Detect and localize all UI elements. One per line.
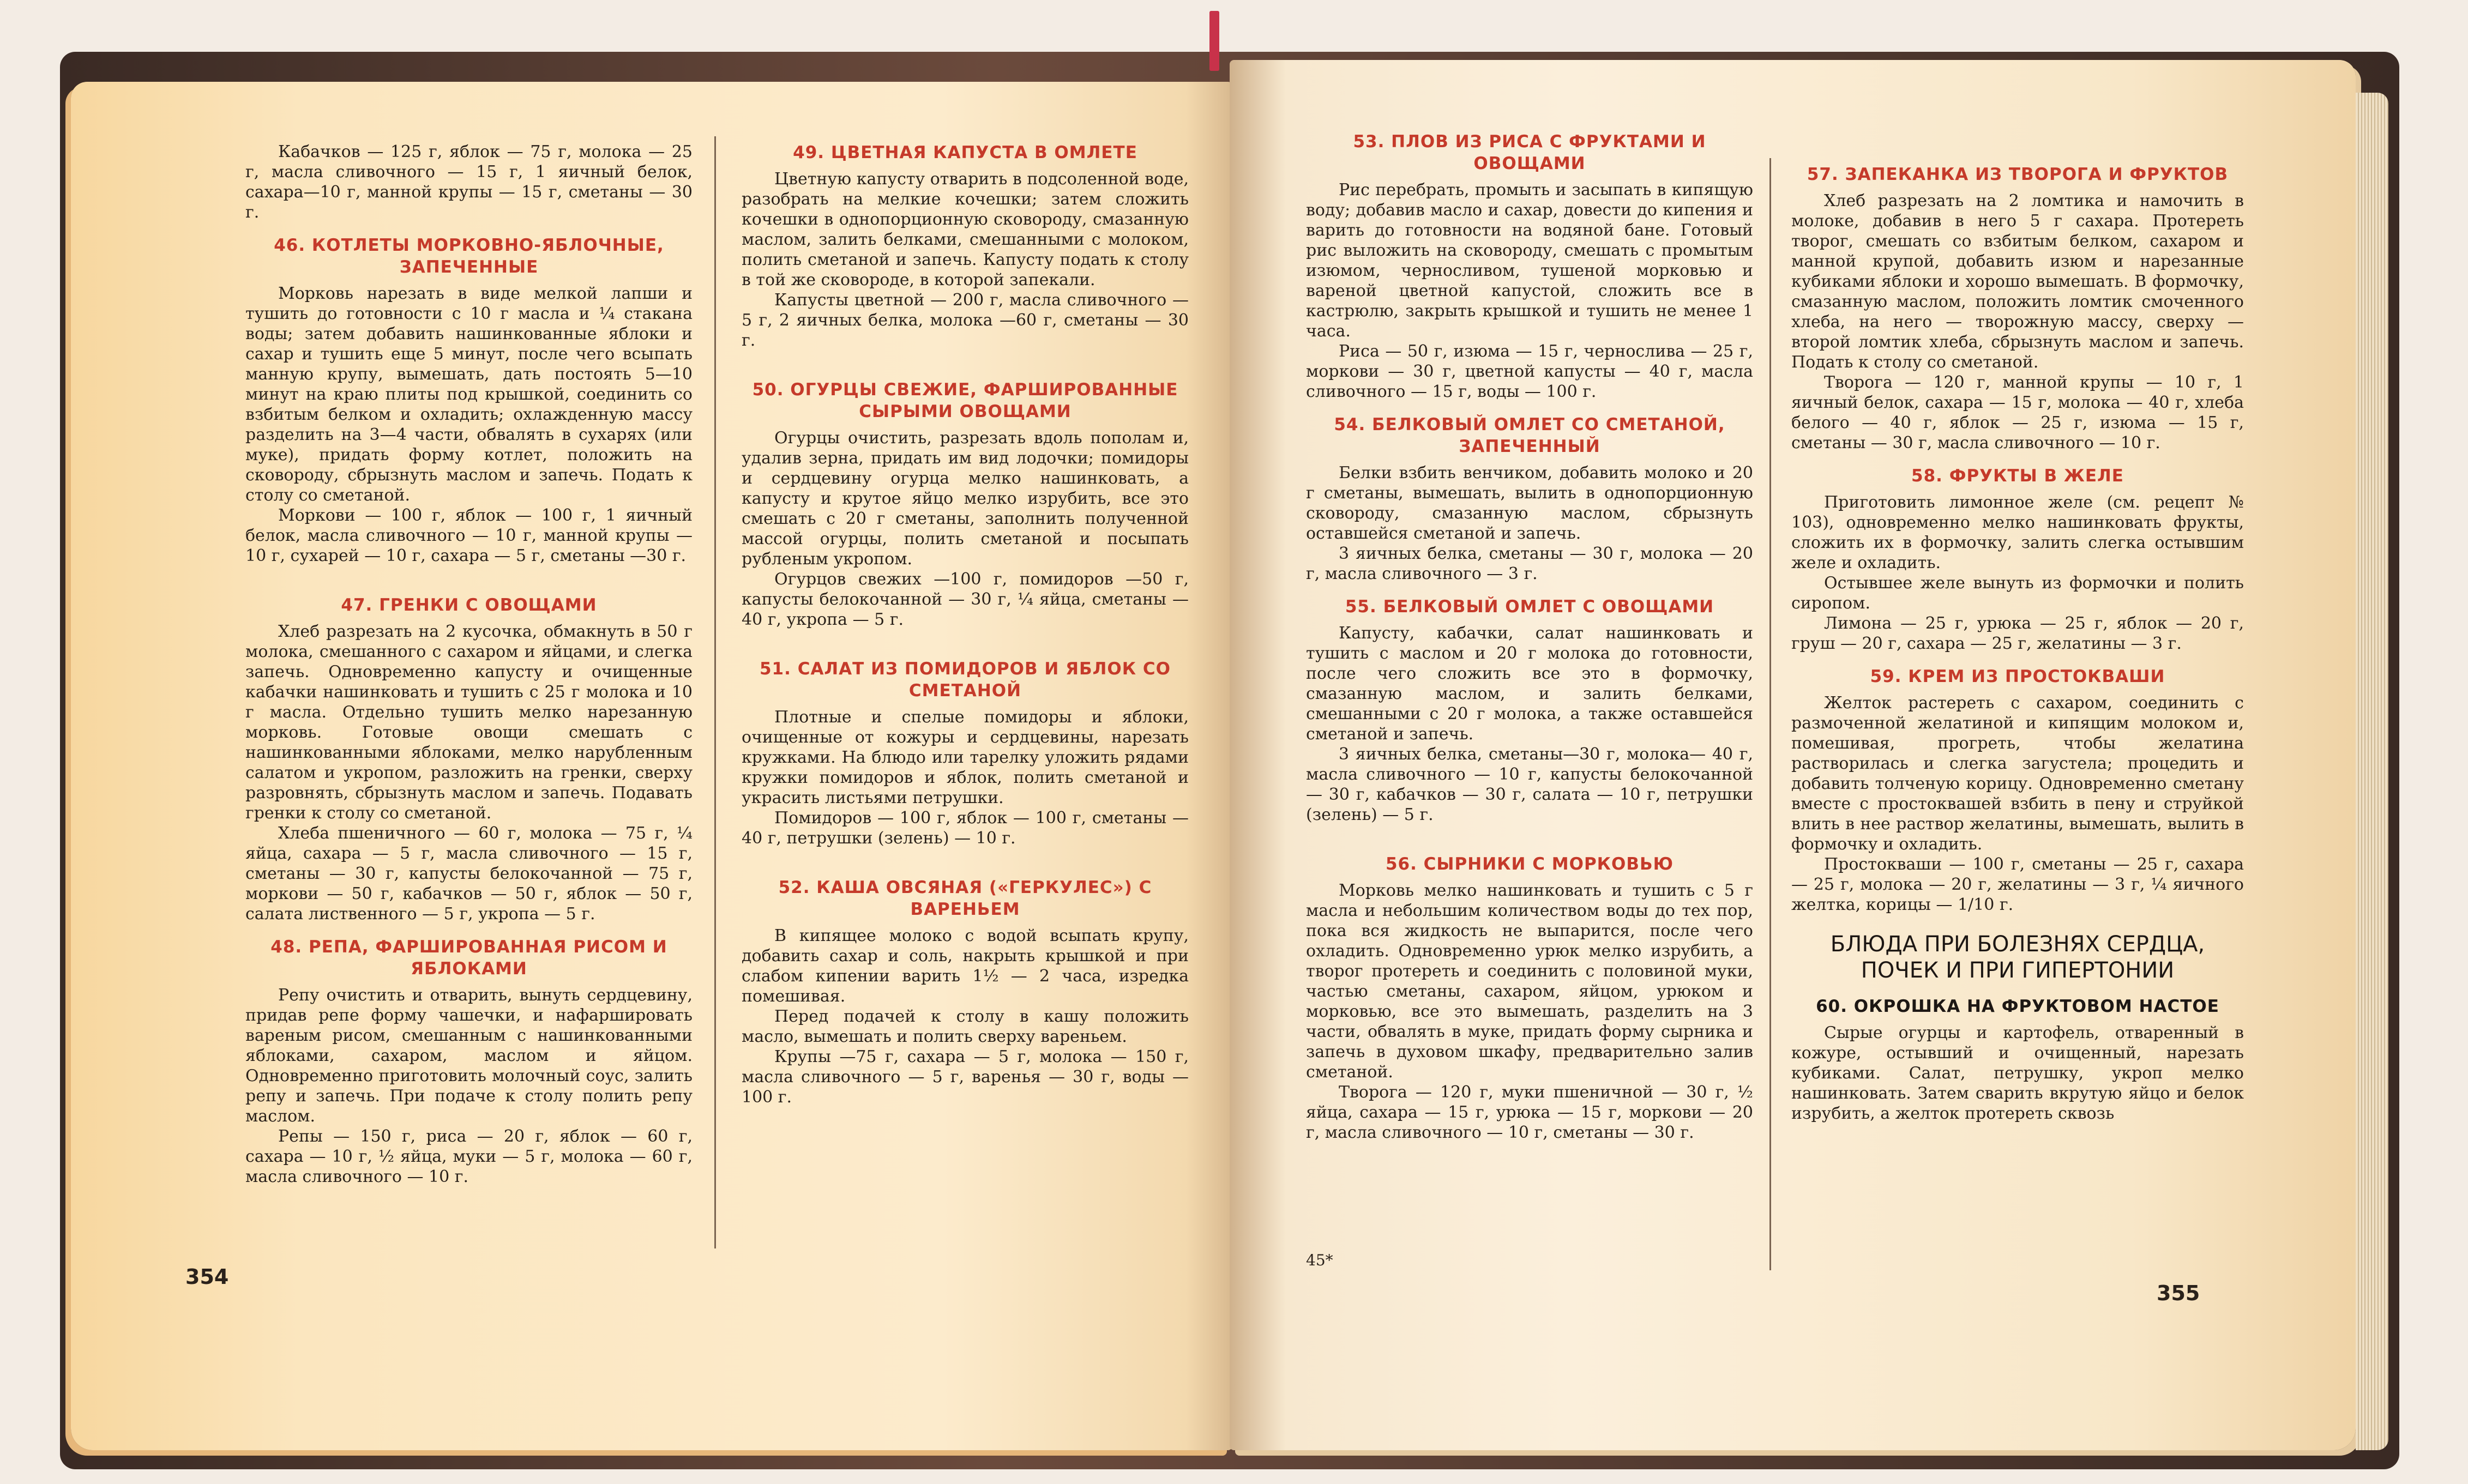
recipe-53-title: 53. ПЛОВ ИЗ РИСА С ФРУКТАМИ И ОВОЩАМИ: [1353, 132, 1706, 173]
recipe-52-text-2: Перед подачей к столу в кашу положить масло, вымешать и полить сверху вареньем.: [742, 1007, 1189, 1046]
page-number-left: 354: [185, 1265, 229, 1289]
recipe-51-text: Плотные и спелые помидоры и яблоки, очищенные от кожуры и сердцевины, нарезать кружками. На блюдо или тарелку уложить рядами кружки помидоров и яблок, полить сметаной и украсить листьями петрушки.: [742, 708, 1189, 807]
recipe-49-title: 49. ЦВЕТНАЯ КАПУСТА В ОМЛЕТЕ: [793, 143, 1137, 162]
recipe-46-title: 46. КОТЛЕТЫ МОРКОВНО-ЯБЛОЧНЫЕ, ЗАПЕЧЕННЫЕ: [274, 236, 664, 277]
left-page-column-2: [742, 142, 1189, 1107]
recipe-60-title: 60. ОКРОШКА НА ФРУКТОВОМ НАСТОЕ: [1816, 997, 2219, 1016]
column-divider: [714, 136, 716, 1248]
recipe-51-title: 51. САЛАТ ИЗ ПОМИДОРОВ И ЯБЛОК СО СМЕТАНОЙ: [759, 659, 1171, 701]
recipe-45-ingredients: Кабачков — 125 г, яблок — 75 г, молока — 25 г, масла сливочного — 15 г, 1 яичный белок, сахара—10 г, манной крупы — 15 г, сметаны — 30 г.: [245, 142, 693, 222]
section-title: БЛЮДА ПРИ БОЛЕЗНЯХ СЕРДЦА, ПОЧЕК И ПРИ ГИПЕРТОНИИ: [1830, 932, 2205, 983]
recipe-48-title: 48. РЕПА, ФАРШИРОВАННАЯ РИСОМ И ЯБЛОКАМИ: [270, 937, 667, 979]
recipe-46-text: Морковь нарезать в виде мелкой лапши и тушить до готовности с 10 г масла и ¼ стакана воды; затем добавить нашинкованные яблоки и сахар и тушить еще 5 минут, после чего всыпать манную крупу, вымешать, дать постоять 5—10 минут на краю плиты под крышкой, соединить со взбитым белком и охладить; охлажденную массу разделить на 3—4 части, обвалять в сухарях (или муке), придать форму котлет, положить на сковороду, сбрызнуть маслом и запечь. Подать к столу со сметаной.: [245, 284, 693, 505]
recipe-50-ingredients: Огурцов свежих —100 г, помидоров —50 г, капусты белокочанной — 30 г, ¼ яйца, сметаны — 40 г, укропа — 5 г.: [742, 570, 1189, 629]
recipe-57-title: 57. ЗАПЕКАНКА ИЗ ТВОРОГА И ФРУКТОВ: [1807, 165, 2229, 184]
recipe-47-ingredients: Хлеба пшеничного — 60 г, молока — 75 г, ¼ яйца, сахара — 5 г, масла сливочного — 15 г, сметаны — 30 г, капусты белокочанной — 75 г, моркови — 50 г, кабачков — 50 г, яблок — 50 г, салата лиственного — 5 г, укропа — 5 г.: [245, 824, 693, 924]
left-page: [71, 82, 1232, 1450]
recipe-52-ingredients: Крупы —75 г, сахара — 5 г, молока — 150 г, масла сливочного — 5 г, варенья — 30 г, воды — 100 г.: [742, 1047, 1189, 1107]
right-page-column-2: [1791, 164, 2244, 1124]
recipe-58-ingredients: Лимона — 25 г, урюка — 25 г, яблок — 20 г, груш — 20 г, сахара — 25 г, желатины — 3 г.: [1791, 614, 2244, 653]
left-page-column-1: [245, 142, 693, 1187]
recipe-54-ingredients: 3 яичных белка, сметаны — 30 г, молока — 20 г, масла сливочного — 3 г.: [1306, 544, 1753, 583]
right-page-column-1: [1306, 131, 1753, 1143]
recipe-46-ingredients: Моркови — 100 г, яблок — 100 г, 1 яичный белок, масла сливочного — 10 г, манной крупы — 10 г, сухарей — 10 г, сахара — 5 г, сметаны —30 г.: [245, 506, 693, 565]
recipe-60-text: Сырые огурцы и картофель, отваренный в кожуре, остывший и очищенный, нарезать кубиками. Салат, петрушку, укроп мелко нашинковать. Затем сварить вкрутую яйцо и белок изрубить, а желток протереть сквозь: [1791, 1023, 2244, 1123]
recipe-56-text: Морковь мелко нашинковать и тушить с 5 г масла и небольшим количеством воды до тех пор, пока вся жидкость не выпарится, после чего охладить. Одновременно урюк мелко изрубить, а творог протереть и соединить с половиной муки, частью сметаны, сахаром, яйцом, урюком и морковью, все это вымешать, разделить на 3 части, обвалять в муке, придать форму сырника и запечь в духовом шкафу, предварительно залив сметаной.: [1306, 881, 1753, 1082]
page-number-right: 355: [2157, 1281, 2200, 1305]
recipe-55-title: 55. БЕЛКОВЫЙ ОМЛЕТ С ОВОЩАМИ: [1345, 597, 1714, 617]
page-edges: [2356, 93, 2388, 1450]
recipe-58-text-2: Остывшее желе вынуть из формочки и полить сиропом.: [1791, 574, 2244, 613]
recipe-48-ingredients: Репы — 150 г, риса — 20 г, яблок — 60 г, сахара — 10 г, ½ яйца, муки — 5 г, молока — 60 г, масла сливочного — 10 г.: [245, 1127, 693, 1186]
recipe-47-text: Хлеб разрезать на 2 кусочка, обмакнуть в 50 г молока, смешанного с сахаром и яйцами, и слегка запечь. Одновременно капусту и очищенные кабачки нашинковать и тушить с 25 г молока и 10 г масла. Отдельно тушить мелко нарезанную морковь. Готовые овощи смешать с нашинкованными яблоками, мелко нарубленным салатом и укропом, разложить на гренки, сверху разровнять, сбрызнуть маслом и запечь. Подавать гренки к столу со сметаной.: [245, 622, 693, 823]
right-page: [1230, 60, 2356, 1450]
recipe-56-ingredients: Творога — 120 г, муки пшеничной — 30 г, ½ яйца, сахара — 15 г, урюка — 15 г, моркови — 20 г, масла сливочного — 10 г, сметаны — 30 г.: [1306, 1083, 1753, 1142]
recipe-59-text: Желток растереть с сахаром, соединить с размоченной желатиной и кипящим молоком и, помешивая, прогреть, чтобы желатина растворилась и слегка загустела; процедить и добавить толченую корицу. Одновременно сметану вместе с простоквашей взбить в пену и струйкой влить в нее раствор желатины, вымешать, вылить в формочку и охладить.: [1791, 693, 2244, 854]
recipe-49-ingredients: Капусты цветной — 200 г, масла сливочного — 5 г, 2 яичных белка, молока —60 г, сметаны — 30 г.: [742, 291, 1189, 350]
recipe-59-ingredients: Простокваши — 100 г, сметаны — 25 г, сахара — 25 г, молока — 20 г, желатины — 3 г, ¼ яичного желтка, корицы — 1/10 г.: [1791, 855, 2244, 914]
recipe-59-title: 59. КРЕМ ИЗ ПРОСТОКВАШИ: [1870, 667, 2165, 686]
recipe-51-ingredients: Помидоров — 100 г, яблок — 100 г, сметаны — 40 г, петрушки (зелень) — 10 г.: [742, 809, 1189, 848]
recipe-53-text: Рис перебрать, промыть и засыпать в кипящую воду; добавив масло и сахар, довести до кипения и варить до готовности на водяной бане. Готовый рис выложить на сковороду, смешать с промытым изюмом, черносливом, тушеной морковью и вареной цветной капустой, сложить все в кастрюлю, закрыть крышкой и тушить не менее 1 часа.: [1306, 180, 1753, 341]
recipe-55-ingredients: 3 яичных белка, сметаны—30 г, молока— 40 г, масла сливочного — 10 г, капусты белокочанной — 30 г, кабачков — 30 г, салата — 10 г, петрушки (зелень) — 5 г.: [1306, 745, 1753, 824]
recipe-54-text: Белки взбить венчиком, добавить молоко и 20 г сметаны, вымешать, вылить в однопорционную сковороду, смазанную маслом, сбрызнуть оставшейся сметаной и запечь.: [1306, 463, 1753, 543]
recipe-52-text: В кипящее молоко с водой всыпать крупу, добавить сахар и соль, накрыть крышкой и при слабом кипении варить 1½ — 2 часа, изредка помешивая.: [742, 926, 1189, 1006]
recipe-47-title: 47. ГРЕНКИ С ОВОЩАМИ: [341, 595, 597, 615]
recipe-57-text: Хлеб разрезать на 2 ломтика и намочить в молоке, добавив в него 5 г сахара. Протереть творог, смешать со взбитым белком, сахаром и манной крупой, добавить изюм и нарезанные кубиками яблоки и хорошо вымешать. В формочку, смазанную маслом, положить ломтик смоченного хлеба, на него — творожную массу, сверху — второй ломтик хлеба, сбрызнуть маслом и запечь. Подать к столу со сметаной.: [1791, 191, 2244, 372]
recipe-49-text: Цветную капусту отварить в подсоленной воде, разобрать на мелкие кочешки; затем сложить кочешки в однопорционную сковороду, смазанную маслом, залить белками, смешанными с молоком, полить сметаной и запечь. Капусту подать к столу в той же сковороде, в которой запекали.: [742, 170, 1189, 289]
recipe-50-text: Огурцы очистить, разрезать вдоль пополам и, удалив зерна, придать им вид лодочки; помидоры и сердцевину огурца мелко нашинковать, а капусту и крутое яйцо мелко изрубить, все это смешать с 20 г сметаны, заполнить полученной массой огурцы, полить сметаной и посыпать рубленым укропом.: [742, 429, 1189, 569]
recipe-50-title: 50. ОГУРЦЫ СВЕЖИЕ, ФАРШИРОВАННЫЕ СЫРЫМИ ОВОЩАМИ: [752, 380, 1178, 421]
recipe-52-title: 52. КАША ОВСЯНАЯ («ГЕРКУЛЕС») С ВАРЕНЬЕМ: [778, 878, 1152, 919]
column-divider: [1769, 158, 1771, 1270]
recipe-48-text: Репу очистить и отварить, вынуть сердцевину, придав репе форму чашечки, и нафаршировать вареным рисом, смешанным с нашинкованными яблоками, сахаром, маслом и яйцом. Одновременно приготовить молочный соус, залить репу и запечь. При подаче к столу полить репу маслом.: [245, 986, 693, 1126]
recipe-58-text: Приготовить лимонное желе (см. рецепт № 103), одновременно мелко нашинковать фрукты, сложить их в формочку, залить слегка остывшим желе и охладить.: [1791, 493, 2244, 572]
bookmark-ribbon: [1209, 11, 1219, 71]
recipe-54-title: 54. БЕЛКОВЫЙ ОМЛЕТ СО СМЕТАНОЙ, ЗАПЕЧЕННЫЙ: [1334, 415, 1725, 456]
recipe-58-title: 58. ФРУКТЫ В ЖЕЛЕ: [1911, 466, 2124, 486]
printer-signature-mark: 45*: [1306, 1251, 1333, 1269]
recipe-57-ingredients: Творога — 120 г, манной крупы — 10 г, 1 яичный белок, сахара — 15 г, молока — 40 г, хлеба белого — 40 г, яблок — 25 г, изюма — 15 г, сметаны — 30 г, масла сливочного — 10 г.: [1791, 373, 2244, 453]
recipe-55-text: Капусту, кабачки, салат нашинковать и тушить с маслом и 20 г молока до готовности, после чего сложить все это в формочку, смазанную маслом, и залить белками, смешанными с 20 г молока, а также оставшейся сметаной и запечь.: [1306, 624, 1753, 744]
recipe-56-title: 56. СЫРНИКИ С МОРКОВЬЮ: [1385, 854, 1674, 874]
recipe-53-ingredients: Риса — 50 г, изюма — 15 г, чернослива — 25 г, моркови — 30 г, цветной капусты — 40 г, масла сливочного — 15 г, воды — 100 г.: [1306, 342, 1753, 401]
